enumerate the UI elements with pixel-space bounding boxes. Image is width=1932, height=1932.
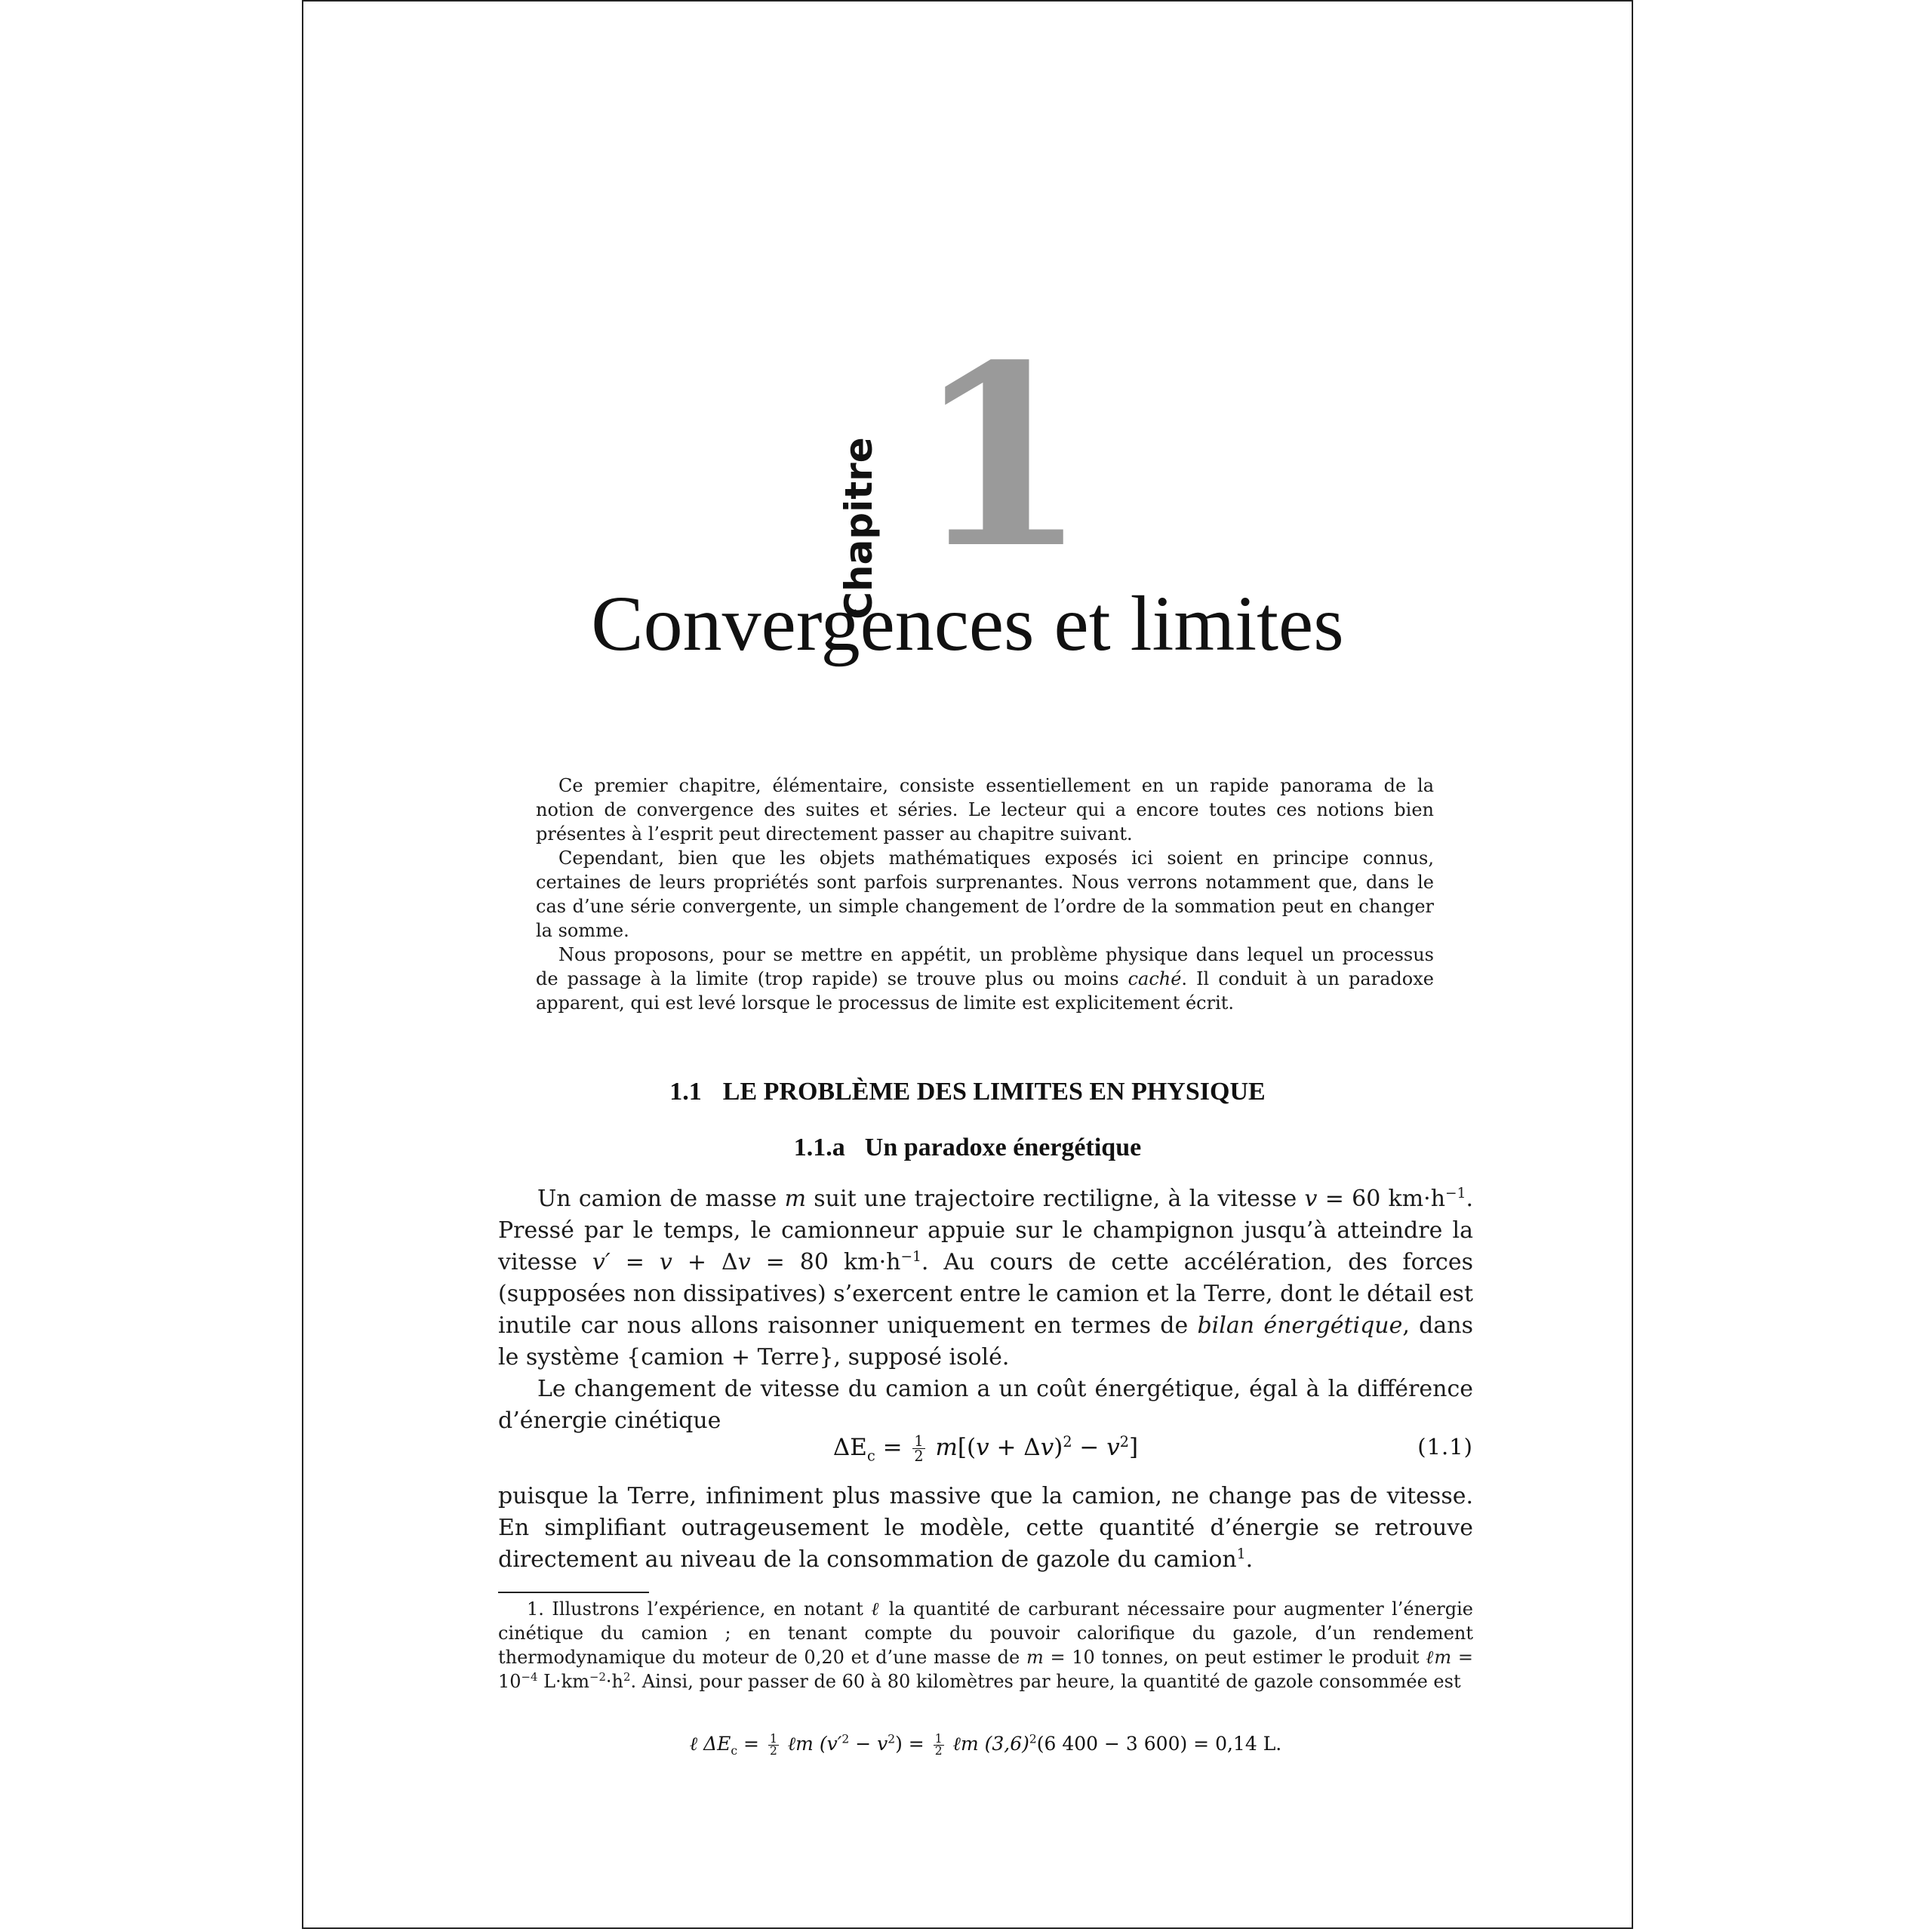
exponent: 2 bbox=[841, 1732, 850, 1746]
subsection-number: 1.1.a bbox=[793, 1134, 845, 1161]
math-var: v bbox=[1040, 1434, 1054, 1462]
equation-number: (1.1) bbox=[1417, 1434, 1473, 1460]
exponent: 2 bbox=[623, 1670, 631, 1684]
abstract-paragraph-3 bbox=[536, 943, 1434, 1015]
frac-denominator: 2 bbox=[769, 1744, 777, 1758]
text-run: = 80 km·h bbox=[750, 1249, 901, 1275]
math-var: v bbox=[1106, 1434, 1120, 1462]
text-run: . Pressé par le temps, le camionneur appuie sur le champignon jusqu’à atteindre la vitesse bbox=[498, 1186, 1473, 1275]
eq-part: − bbox=[1072, 1434, 1107, 1462]
eq-sign: = bbox=[875, 1434, 910, 1462]
footnote-text bbox=[498, 1597, 1473, 1694]
text-run: . Au cours de cette accélération, des forces (supposées non dissipatives) s’exercent entre le camion et la Terre, dont le détail est inutile car nous allons raisonner uniquement en termes de bbox=[498, 1249, 1474, 1339]
text-run: = 10 tonnes, on peut estimer le produit bbox=[1043, 1647, 1426, 1668]
eq-sub: c bbox=[731, 1744, 738, 1758]
equation-expression bbox=[498, 1432, 1473, 1466]
eq-part: [( bbox=[957, 1434, 977, 1462]
math-var: v bbox=[737, 1249, 751, 1275]
math-var: v bbox=[1304, 1186, 1318, 1212]
footnote-equation bbox=[498, 1733, 1473, 1758]
abstract-p3-start: Nous proposons, pour se mettre en appétit, un problème physique dans lequel un processus de passage à la limite (trop rapide) se trouve plus ou moins bbox=[536, 944, 1434, 989]
emphasis: bilan énergétique bbox=[1197, 1312, 1403, 1339]
math-var: ℓ bbox=[871, 1598, 881, 1620]
math-var: m bbox=[784, 1186, 807, 1212]
footnote-1 bbox=[498, 1597, 1473, 1694]
eq-part: = bbox=[737, 1733, 765, 1755]
eq-part: ) = bbox=[895, 1733, 931, 1755]
frac-numerator: 1 bbox=[769, 1731, 777, 1746]
exponent: 2 bbox=[888, 1732, 896, 1746]
eq-part: ℓ ΔE bbox=[689, 1733, 731, 1755]
text-run: = bbox=[610, 1249, 660, 1275]
subsection-heading bbox=[302, 1134, 1633, 1162]
exponent: 2 bbox=[1029, 1732, 1037, 1746]
eq-lhs: ΔE bbox=[832, 1434, 867, 1462]
chapter-number: 1 bbox=[915, 310, 1088, 603]
text-run: . bbox=[1245, 1546, 1254, 1573]
body-paragraph-2: Le changement de vitesse du camion a un coût énergétique, égal à la différence d’énergie cinétique bbox=[498, 1376, 1473, 1434]
abstract-paragraph-1: Ce premier chapitre, élémentaire, consiste essentiellement en un rapide panorama de la notion de convergence des suites et séries. Le lecteur qui a encore toutes ces notions bien présentes à l’esprit peut directement passer au chapitre suivant. bbox=[536, 775, 1434, 844]
fraction-half bbox=[934, 1731, 944, 1758]
exponent: −1 bbox=[1445, 1186, 1466, 1201]
math-var: m bbox=[1026, 1647, 1044, 1668]
text-run: , dans le système {camion + Terre}, supposé isolé. bbox=[498, 1312, 1473, 1371]
abstract-paragraph-2: Cependant, bien que les objets mathématiques exposés ici soient en principe connus, certaines de leurs propriétés sont parfois surprenantes. Nous verrons notamment que, dans le cas d’une série convergente, un simple changement de l’ordre de la sommation peut en changer la somme. bbox=[536, 848, 1434, 941]
exponent: −1 bbox=[900, 1249, 921, 1265]
exponent: −2 bbox=[589, 1670, 606, 1684]
exponent: −4 bbox=[521, 1670, 538, 1684]
text-run: . Ainsi, pour passer de 60 à 80 kilomètres par heure, la quantité de gazole consommée est bbox=[630, 1671, 1461, 1692]
text-run: suit une trajectoire rectiligne, à la vitesse bbox=[806, 1186, 1305, 1212]
frac-denominator: 2 bbox=[934, 1744, 943, 1758]
frac-numerator: 1 bbox=[914, 1432, 924, 1450]
body-paragraph-1 bbox=[498, 1183, 1473, 1374]
text-run: Un camion de masse bbox=[537, 1186, 785, 1212]
eq-part: ) bbox=[1054, 1434, 1063, 1462]
abstract-p3-end: . Il conduit à un paradoxe apparent, qui est levé lorsque le processus de limite est explicitement écrit. bbox=[536, 968, 1434, 1014]
subsection-title: Un paradoxe énergétique bbox=[864, 1134, 1142, 1161]
eq-part: ℓm (3,6) bbox=[946, 1733, 1029, 1755]
text-run: puisque la Terre, infiniment plus massive que la camion, ne change pas de vitesse. En simplifiant outrageusement le modèle, cette quantité d’énergie se retrouve directement au niveau de la consommation de gazole du camion bbox=[498, 1483, 1473, 1573]
math-var: ℓm bbox=[1426, 1647, 1452, 1668]
frac-denominator: 2 bbox=[914, 1447, 924, 1466]
chapter-title: Convergences et limites bbox=[591, 580, 1344, 667]
text-run: = 10 bbox=[498, 1647, 1473, 1692]
eq-part: + Δ bbox=[989, 1434, 1041, 1462]
text-run: 1. Illustrons l’expérience, en notant bbox=[527, 1598, 872, 1620]
exponent: 2 bbox=[1063, 1432, 1072, 1451]
footnote-rule bbox=[498, 1592, 649, 1593]
text-run: la quantité de carburant nécessaire pour augmenter l’énergie cinétique du camion ; en tenant compte du pouvoir calorifique du gazole, d’un rendement thermodynamique du moteur de 0,20 et d’une masse de bbox=[498, 1598, 1473, 1668]
text-run: + Δ bbox=[672, 1249, 738, 1275]
math-var: v bbox=[659, 1249, 672, 1275]
eq-part: (6 400 − 3 600) = 0,14 L. bbox=[1036, 1733, 1282, 1755]
equation-1-1 bbox=[498, 1432, 1473, 1466]
fraction-half bbox=[768, 1731, 779, 1758]
chapter-abstract bbox=[536, 774, 1434, 1015]
footnote-ref[interactable]: 1 bbox=[1236, 1546, 1246, 1562]
math-var: v bbox=[976, 1434, 989, 1462]
eq-part: ℓm (v′ bbox=[781, 1733, 842, 1755]
exponent: 2 bbox=[1119, 1432, 1129, 1451]
eq-sub: c bbox=[866, 1447, 875, 1465]
text-run: L·km bbox=[537, 1671, 589, 1692]
section-title: LE PROBLÈME DES LIMITES EN PHYSIQUE bbox=[722, 1078, 1266, 1106]
section-heading bbox=[302, 1078, 1633, 1106]
body-text-bottom bbox=[498, 1481, 1473, 1576]
section-number: 1.1 bbox=[669, 1078, 702, 1106]
eq-part: ] bbox=[1128, 1434, 1139, 1462]
eq-part: − v bbox=[849, 1733, 888, 1755]
body-text-top bbox=[498, 1183, 1473, 1437]
text-run: = 60 km·h bbox=[1317, 1186, 1446, 1212]
math-var: m bbox=[935, 1434, 958, 1462]
abstract-p3-emphasis: caché bbox=[1128, 968, 1182, 989]
frac-numerator: 1 bbox=[934, 1731, 943, 1746]
math-var: v′ bbox=[592, 1249, 611, 1275]
text-run: ·h bbox=[605, 1671, 624, 1692]
chapter-label: Chapitre bbox=[837, 437, 881, 620]
body-paragraph-3 bbox=[498, 1481, 1473, 1576]
fraction-half bbox=[912, 1432, 924, 1466]
